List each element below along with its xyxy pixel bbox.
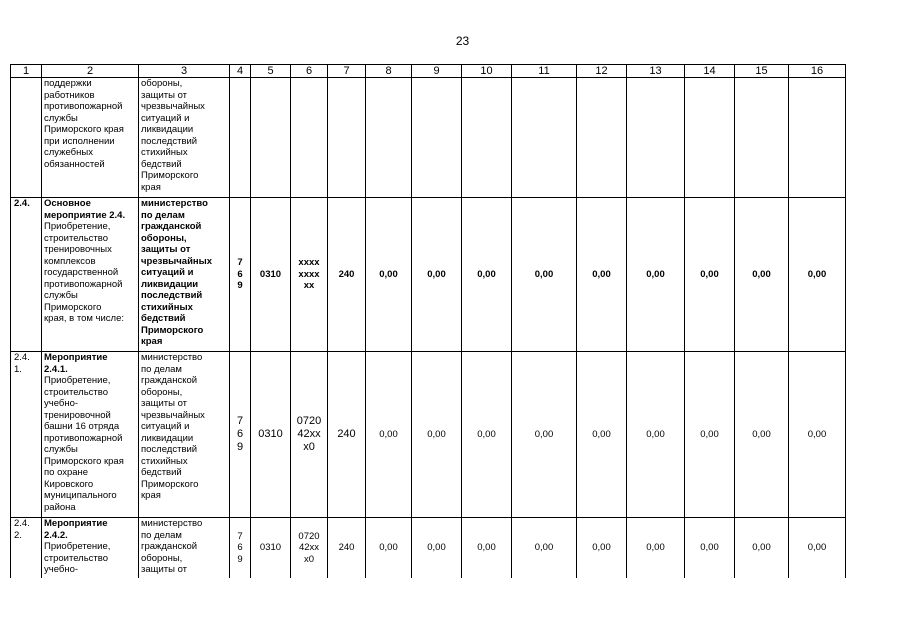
column-header: 14	[685, 65, 735, 78]
row-number: 2.4. 2.	[11, 518, 42, 578]
section-code	[251, 78, 291, 198]
expense-type-code: 240	[328, 352, 366, 518]
value-cell: 0,00	[735, 518, 789, 578]
event-cell	[42, 518, 139, 578]
value-cell: 0,00	[685, 198, 735, 352]
value-cell	[789, 78, 846, 198]
value-cell: 0,00	[462, 198, 512, 352]
event-name: Приобретение, строительство тренировочных комплексов государственной противопожарной службы Приморского края, в том числе:	[44, 221, 125, 324]
event-title: Мероприятие 2.4.2.	[44, 518, 108, 541]
value-cell: 0,00	[462, 518, 512, 578]
section-code: 0310	[251, 518, 291, 578]
value-cell	[462, 78, 512, 198]
value-cell: 0,00	[685, 352, 735, 518]
column-header: 13	[627, 65, 685, 78]
table-row	[11, 198, 846, 352]
value-cell: 0,00	[462, 352, 512, 518]
value-cell: 0,00	[789, 352, 846, 518]
grbs-code: 7 6 9	[230, 518, 251, 578]
table-row	[11, 518, 846, 578]
row-number: 2.4.	[11, 198, 42, 352]
column-header: 3	[139, 65, 230, 78]
value-cell: 0,00	[627, 518, 685, 578]
grbs-code	[230, 78, 251, 198]
column-header: 10	[462, 65, 512, 78]
column-header: 7	[328, 65, 366, 78]
column-header: 12	[577, 65, 627, 78]
value-cell	[735, 78, 789, 198]
column-header: 1	[11, 65, 42, 78]
value-cell	[627, 78, 685, 198]
value-cell: 0,00	[627, 352, 685, 518]
column-header: 9	[412, 65, 462, 78]
column-header: 2	[42, 65, 139, 78]
column-header: 15	[735, 65, 789, 78]
event-name: поддержки работников противопожарной службы Приморского края при исполнении служебных обязанностей	[42, 78, 139, 198]
value-cell: 0,00	[685, 518, 735, 578]
executor: министерство по делам гражданской обороны, защиты от чрезвычайных ситуаций и ликвидации последствий стихийных бедствий Приморского края	[139, 352, 230, 518]
event-name: Приобретение, строительство учебно-	[44, 541, 111, 575]
event-cell	[42, 198, 139, 352]
value-cell: 0,00	[735, 198, 789, 352]
page-number: 23	[455, 34, 470, 48]
value-cell: 0,00	[789, 518, 846, 578]
value-cell: 0,00	[512, 518, 577, 578]
value-cell: 0,00	[512, 352, 577, 518]
expense-type-code: 240	[328, 518, 366, 578]
column-header: 4	[230, 65, 251, 78]
value-cell	[685, 78, 735, 198]
column-header: 6	[291, 65, 328, 78]
value-cell: 0,00	[577, 198, 627, 352]
table-row	[11, 78, 846, 198]
executor: министерство по делам гражданской обороны, защиты от чрезвычайных ситуаций и ликвидации последствий стихийных бедствий Приморского края	[139, 198, 230, 352]
budget-table	[10, 64, 846, 578]
event-name: Приобретение, строительство учебно- тренировочной башни 16 отряда противопожарной службы Приморского края по охране Кировского муниципального района	[44, 375, 124, 513]
executor: министерство по делам гражданской обороны, защиты от	[139, 518, 230, 578]
column-header: 11	[512, 65, 577, 78]
table-row	[11, 352, 846, 518]
value-cell: 0,00	[366, 518, 412, 578]
grbs-code: 7 6 9	[230, 352, 251, 518]
value-cell	[366, 78, 412, 198]
value-cell: 0,00	[412, 352, 462, 518]
expense-type-code	[328, 78, 366, 198]
value-cell: 0,00	[412, 518, 462, 578]
value-cell: 0,00	[366, 198, 412, 352]
target-article-code	[291, 78, 328, 198]
target-article-code: 0720 42xx x0	[291, 352, 328, 518]
expense-type-code: 240	[328, 198, 366, 352]
section-code: 0310	[251, 198, 291, 352]
section-code: 0310	[251, 352, 291, 518]
row-number	[11, 78, 42, 198]
value-cell: 0,00	[412, 198, 462, 352]
event-title: Мероприятие 2.4.1.	[44, 352, 108, 375]
value-cell	[577, 78, 627, 198]
value-cell: 0,00	[627, 198, 685, 352]
row-number: 2.4. 1.	[11, 352, 42, 518]
target-article-code: 0720 42xx x0	[291, 518, 328, 578]
column-header: 8	[366, 65, 412, 78]
value-cell: 0,00	[577, 518, 627, 578]
column-header: 5	[251, 65, 291, 78]
value-cell: 0,00	[512, 198, 577, 352]
grbs-code: 7 6 9	[230, 198, 251, 352]
value-cell: 0,00	[577, 352, 627, 518]
value-cell: 0,00	[789, 198, 846, 352]
value-cell: 0,00	[735, 352, 789, 518]
value-cell	[512, 78, 577, 198]
table-header-row	[11, 65, 846, 78]
column-header: 16	[789, 65, 846, 78]
value-cell: 0,00	[366, 352, 412, 518]
event-title: Основное мероприятие 2.4.	[44, 198, 126, 221]
executor: обороны, защиты от чрезвычайных ситуаций и ликвидации последствий стихийных бедствий Приморского края	[139, 78, 230, 198]
value-cell	[412, 78, 462, 198]
target-article-code: xxxx xxxx xx	[291, 198, 328, 352]
event-cell	[42, 352, 139, 518]
